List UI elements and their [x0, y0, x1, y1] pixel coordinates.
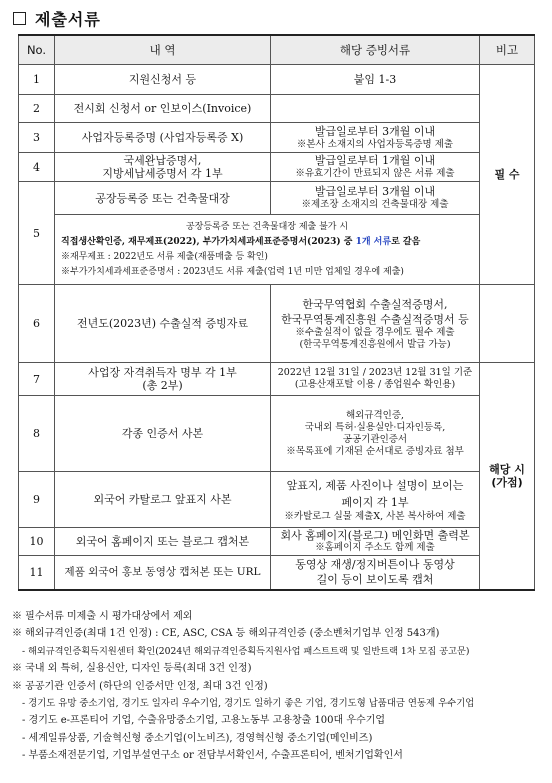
footnote: ※ 국내 외 특허, 실용신안, 디자인 등록(최대 3건 인정)	[12, 663, 252, 675]
row-no: 6	[19, 285, 55, 363]
alternative-docs-note: 공장등록증 또는 건축물대장 제출 불가 시 직접생산확인증, 재무제표(2022), 부가가치세과세표준증명서(2023) 중 1개 서류로 갈음 ※재무제표 : 2022년도 서류 제출(재품매출 등 확인) ※부가가치세과세표준증명서 : 2023년도 서류 제출(업력 1년 미만 업체일 경우에 제출)	[55, 215, 480, 285]
footnote: - 해외규격인증획득지원센터 확인(2024년 해외규격인증획득지원사업 패스트트랙 및 일반트랙 1차 모집 공고문)	[22, 645, 470, 657]
footnote: ※ 필수서류 미제출 시 평가대상에서 제외	[12, 611, 193, 622]
row-doc: 발급일로부터 3개월 이내 ※제조장 소재지의 건축물대장 제출	[271, 182, 480, 215]
header-remark: 비고	[480, 35, 535, 65]
row-doc: 2022년 12월 31일 / 2023년 12월 31일 기준 (고용산재포탈 이용 / 종업원수 확인용)	[271, 363, 480, 396]
footnote: - 경기도 e-프론티어 기업, 수출유망중소기업, 고용노동부 고용창출 100대 우수기업	[22, 715, 386, 727]
row-no: 10	[19, 528, 55, 556]
row-doc: 동영상 재생/정지버튼이나 동영상 길이 등이 보이도록 캡처	[271, 556, 480, 590]
footnote: - 경기도 유망 중소기업, 경기도 일자리 우수기업, 경기도 일하기 좋은 기업, 경기도형 납품대금 연동제 우수기업	[22, 698, 475, 710]
header-no: No.	[19, 35, 55, 65]
table-row	[19, 363, 535, 396]
row-doc: 회사 홈페이지(블로그) 메인화면 출력본 ※홈페이지 주소도 함께 제출	[271, 528, 480, 556]
footnotes	[12, 608, 546, 765]
remark-required: 필 수	[480, 65, 535, 285]
remark-conditional: 해당 시 (가점)	[480, 363, 535, 590]
row-item: 제품 외국어 홍보 동영상 캡처본 또는 URL	[55, 556, 271, 590]
row-item: 외국어 홈페이지 또는 블로그 캡처본	[55, 528, 271, 556]
row-no: 4	[19, 153, 55, 182]
row-doc: 해외규격인증, 국내외 특허·실용실안·디자인등록, 공공기관인증서 ※목록표에 기재된 순서대로 증빙자료 첨부	[271, 396, 480, 472]
header-item: 내 역	[55, 35, 271, 65]
section-title: 제출서류	[35, 9, 101, 29]
row-item: 사업자등록증명 (사업자등록증 X)	[55, 123, 271, 153]
row-no: 8	[19, 396, 55, 472]
footnote: - 세계일류상품, 기술혁신형 중소기업(이노비즈), 경영혁신형 중소기업(메인비즈)	[22, 732, 373, 744]
row-doc: 앞표지, 제품 사진이나 설명이 보이는 페이지 각 1부 ※카탈로그 실물 제출X, 사본 복사하여 제출	[271, 472, 480, 528]
row-item: 국세완납증명서, 지방세납세증명서 각 1부	[55, 153, 271, 182]
table-header-row	[19, 35, 535, 65]
table-row	[19, 528, 535, 556]
row-item: 사업장 자격취득자 명부 각 1부 (총 2부)	[55, 363, 271, 396]
row-doc: 붙임 1-3	[271, 65, 480, 95]
row-item: 외국어 카탈로그 앞표지 사본	[55, 472, 271, 528]
footnote: ※ 공공기관 인증서 (하단의 인증서만 인정, 최대 3건 인정)	[12, 680, 268, 692]
remark-empty	[480, 285, 535, 363]
section-header	[13, 6, 101, 30]
row-no: 3	[19, 123, 55, 153]
table-row	[19, 285, 535, 363]
table-row	[19, 182, 535, 215]
row-item: 전년도(2023년) 수출실적 증빙자료	[55, 285, 271, 363]
row-item: 전시회 신청서 or 인보이스(Invoice)	[55, 95, 271, 123]
footnote: ※ 해외규격인증(최대 1건 인정) : CE, ASC, CSA 등 해외규격인증 (중소벤처기업부 인정 543개)	[12, 628, 440, 640]
row-item: 공장등록증 또는 건축물대장	[55, 182, 271, 215]
table-row	[19, 123, 535, 153]
table-row	[19, 153, 535, 182]
row-no: 2	[19, 95, 55, 123]
row-item: 각종 인증서 사본	[55, 396, 271, 472]
row-doc: 발급일로부터 3개월 이내 ※본사 소재지의 사업자등록증명 제출	[271, 123, 480, 153]
documents-table	[18, 34, 535, 591]
table-row	[19, 95, 535, 123]
footnote: - 부품소재전문기업, 기업부설연구소 or 전담부서확인서, 수출프론티어, 벤처기업확인서	[22, 750, 403, 762]
header-doc: 해당 증빙서류	[271, 35, 480, 65]
row-item: 지원신청서 등	[55, 65, 271, 95]
table-row	[19, 472, 535, 528]
table-row-merged	[19, 215, 535, 285]
row-doc	[271, 95, 480, 123]
row-doc: 한국무역협회 수출실적증명서, 한국무역통계진흥원 수출실적증명서 등 ※수출실적이 없을 경우에도 필수 제출 (한국무역통계진흥원에서 발급 가능)	[271, 285, 480, 363]
row-doc: 발급일로부터 1개월 이내 ※유효기간이 만료되지 않은 서류 제출	[271, 153, 480, 182]
row-no: 11	[19, 556, 55, 590]
row-no: 5	[19, 182, 55, 285]
table-row	[19, 65, 535, 95]
table-row	[19, 396, 535, 472]
row-no: 9	[19, 472, 55, 528]
row-no: 7	[19, 363, 55, 396]
table-row	[19, 556, 535, 590]
checkbox-icon	[13, 12, 26, 25]
row-no: 1	[19, 65, 55, 95]
